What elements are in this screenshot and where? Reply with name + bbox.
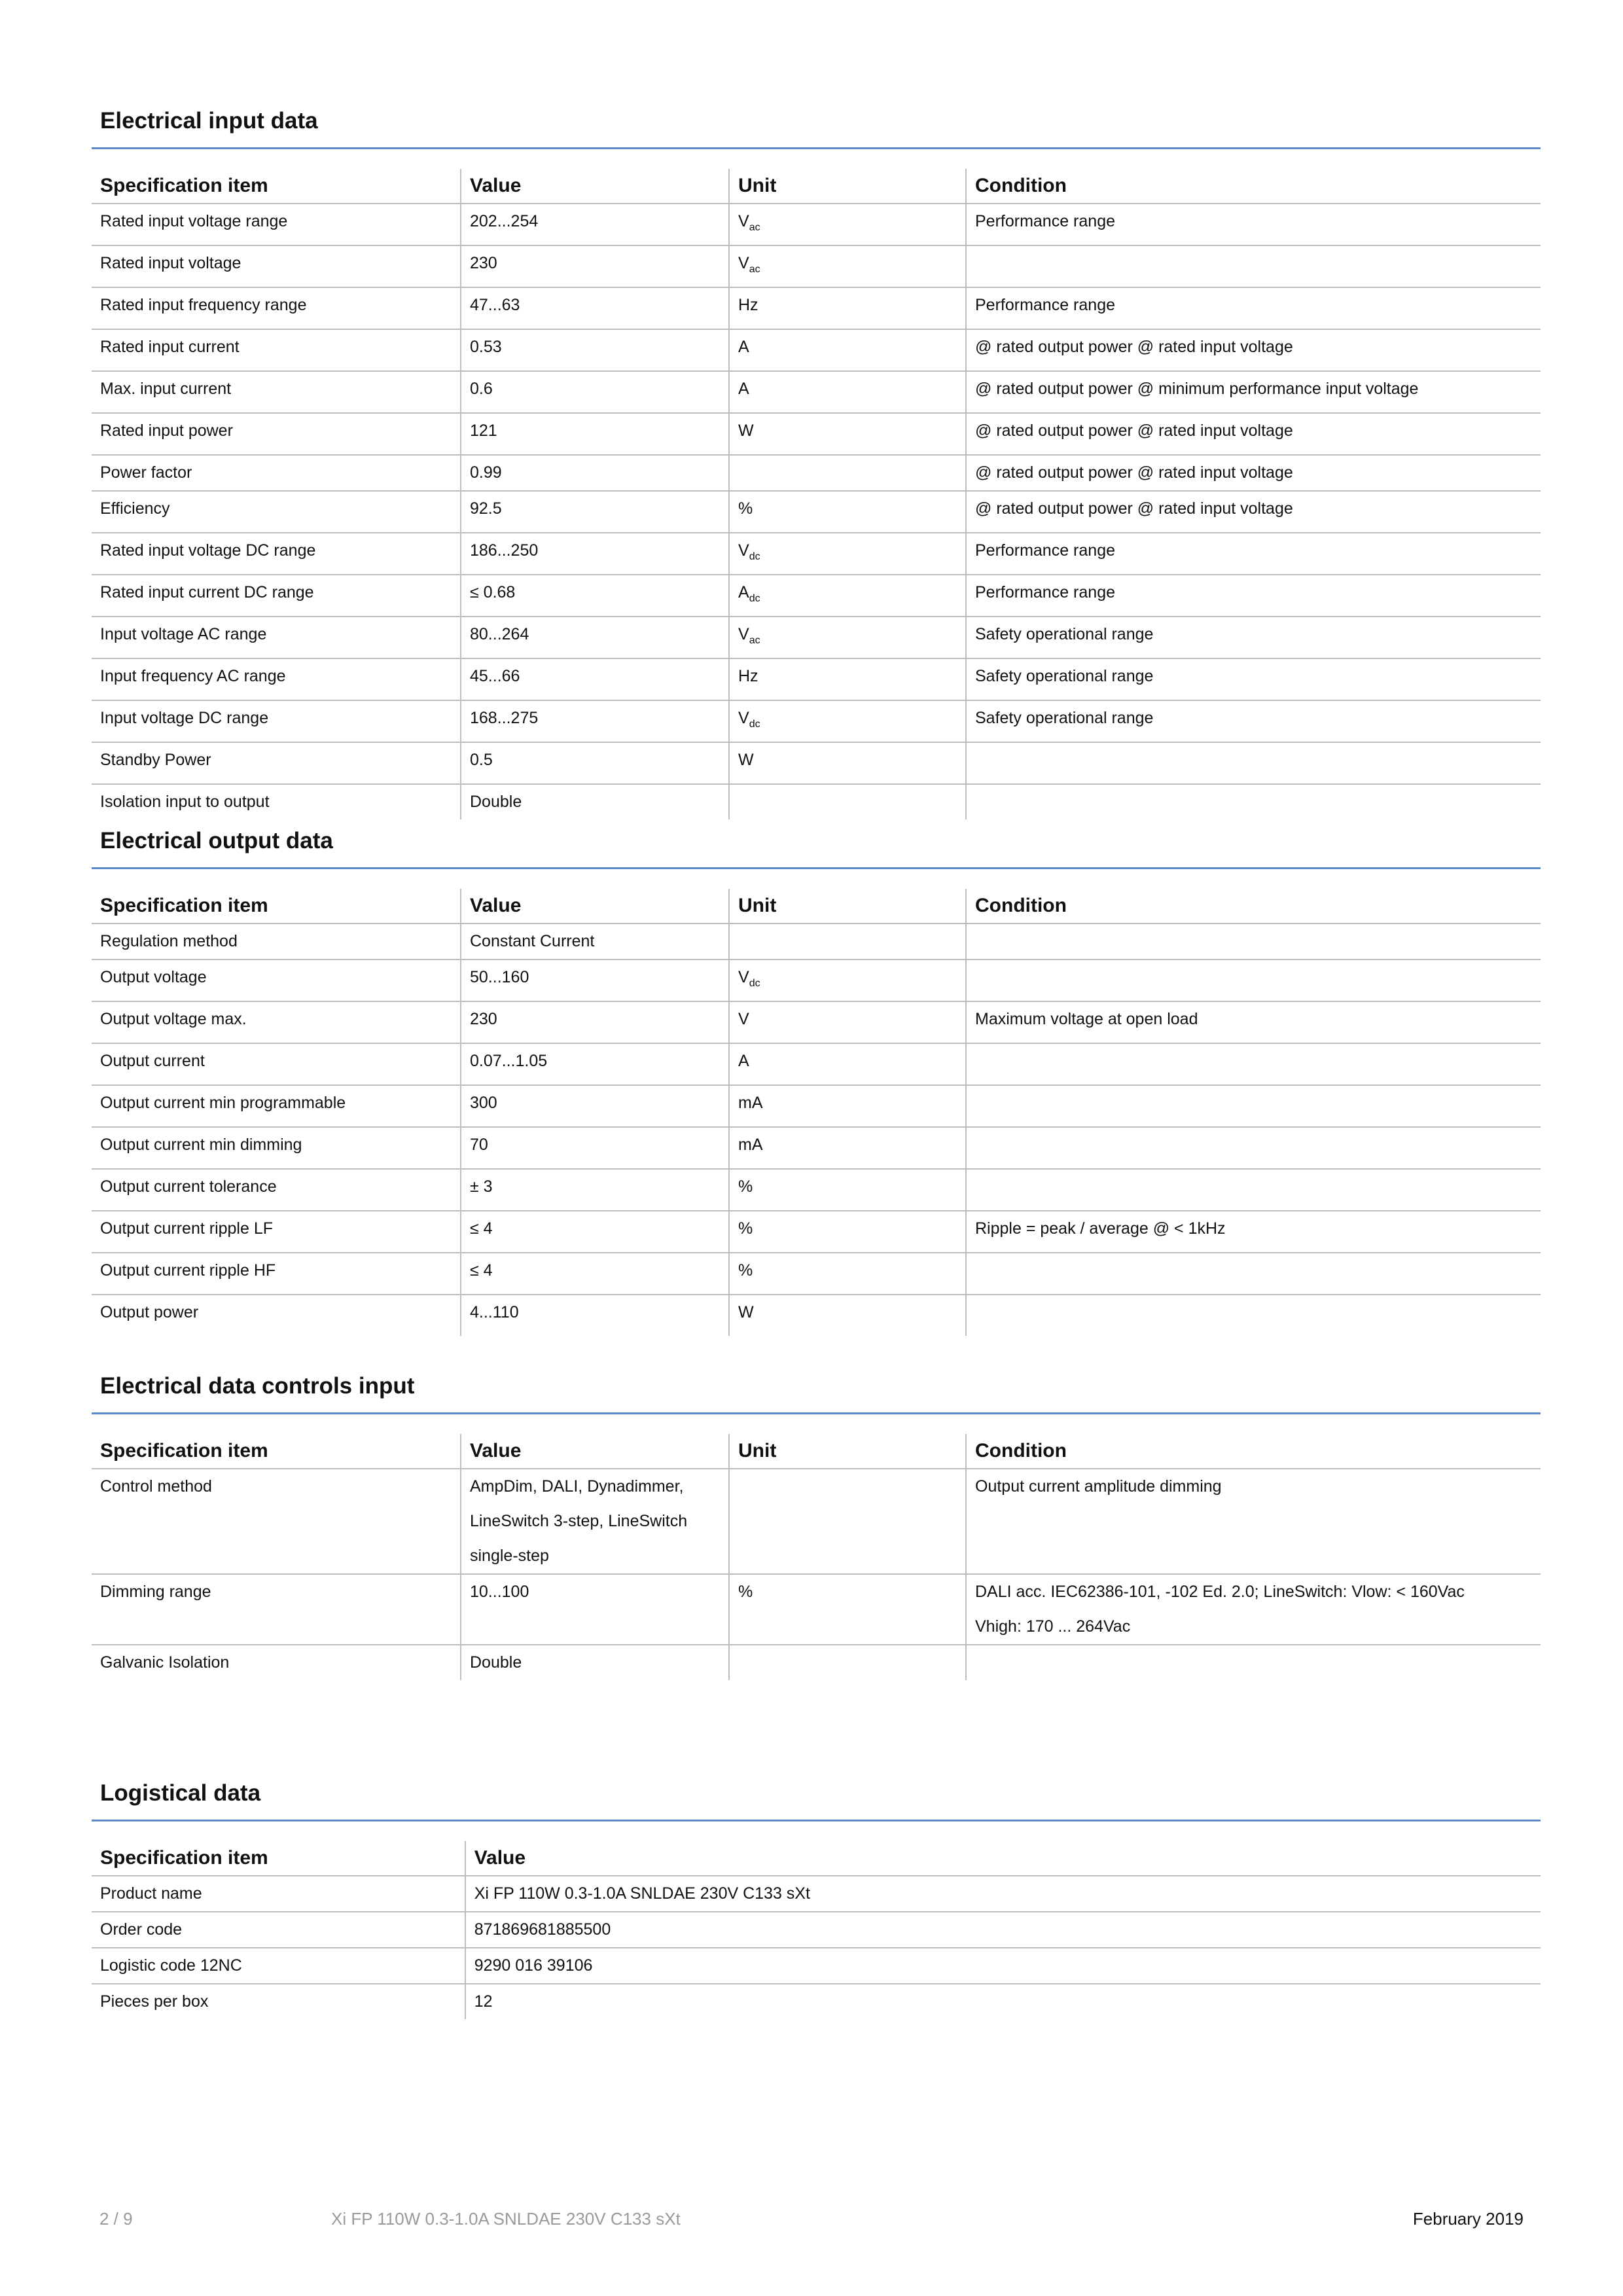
unit-symbol: A: [738, 583, 749, 601]
value-cell: ± 3: [461, 1169, 729, 1211]
spec-item-cell: Galvanic Isolation: [100, 1653, 230, 1672]
table-row: [92, 1912, 1541, 1948]
section-electrical-output: [92, 821, 1541, 1336]
value-cell: 0.07...1.05: [461, 1043, 729, 1085]
unit-symbol: Hz: [738, 296, 758, 314]
spec-item-cell: Rated input current DC range: [92, 575, 461, 617]
section-title: Electrical input data: [100, 108, 318, 134]
spec-item-cell: Efficiency: [92, 491, 461, 533]
unit-symbol: V: [738, 254, 749, 272]
value-cell: 871869681885500: [465, 1912, 1541, 1948]
table-row: [92, 413, 1541, 455]
value-cell: 4...110: [461, 1295, 729, 1336]
condition-cell: [966, 1127, 1541, 1169]
table-header-row: [92, 1434, 1541, 1469]
unit-symbol: V: [738, 541, 749, 560]
spec-item-cell: Output current tolerance: [92, 1169, 461, 1211]
spec-item-cell: Power factor: [92, 455, 461, 491]
table-header-row: [92, 1841, 1541, 1876]
condition-cell: Performance range: [966, 533, 1541, 575]
condition-cell: [966, 960, 1541, 1001]
section-title: Electrical output data: [100, 828, 333, 853]
value-cell: Constant Current: [461, 924, 729, 960]
table-row: [92, 742, 1541, 784]
unit-symbol: V: [738, 212, 749, 230]
spec-table: [92, 1434, 1541, 1680]
column-header: Condition: [966, 169, 1541, 204]
unit-cell: [729, 413, 966, 455]
unit-cell: [729, 1295, 966, 1336]
value-cell: Xi FP 110W 0.3-1.0A SNLDAE 230V C133 sXt: [465, 1876, 1541, 1912]
spec-item-cell: Rated input current: [92, 329, 461, 371]
value-cell: 0.5: [461, 742, 729, 784]
column-header: Specification item: [92, 1434, 461, 1469]
footer-page-number: 2 / 9: [99, 2209, 133, 2229]
unit-cell: [729, 329, 966, 371]
condition-cell: Performance range: [966, 575, 1541, 617]
table-row: [92, 1127, 1541, 1169]
value-cell: ≤ 4: [461, 1211, 729, 1253]
unit-symbol: W: [738, 1303, 754, 1321]
column-header: Condition: [966, 1434, 1541, 1469]
unit-cell: [729, 491, 966, 533]
unit-cell: [729, 1211, 966, 1253]
spec-item-cell: Output current: [92, 1043, 461, 1085]
spec-table: [92, 1841, 1541, 2019]
condition-cell: @ rated output power @ rated input voltage: [966, 491, 1541, 533]
column-header: Value: [461, 169, 729, 204]
spec-table: [92, 889, 1541, 1336]
value-cell: 70: [461, 1127, 729, 1169]
table-row: [92, 287, 1541, 329]
table-row: [92, 245, 1541, 287]
section-electrical-input: [92, 101, 1541, 819]
unit-symbol: %: [738, 1583, 753, 1601]
table-row: [92, 329, 1541, 371]
value-cell: Double: [461, 784, 729, 819]
spec-item-cell: Rated input voltage range: [92, 204, 461, 245]
spec-item-cell: Isolation input to output: [100, 793, 270, 811]
unit-cell: [729, 617, 966, 658]
table-row: [92, 1253, 1541, 1295]
spec-item-cell: Rated input power: [92, 413, 461, 455]
value-cell: 202...254: [461, 204, 729, 245]
value-cell: 45...66: [461, 658, 729, 700]
condition-cell: Safety operational range: [966, 617, 1541, 658]
spec-item-cell: Input voltage AC range: [92, 617, 461, 658]
unit-symbol: %: [738, 1177, 753, 1196]
section-title: Electrical data controls input: [100, 1373, 415, 1399]
unit-cell: [729, 784, 966, 819]
condition-cell: [966, 742, 1541, 784]
unit-symbol: Hz: [738, 667, 758, 685]
spec-item-cell: Output current ripple HF: [92, 1253, 461, 1295]
unit-subscript: dc: [749, 551, 760, 562]
spec-item-cell: Control method: [92, 1469, 461, 1574]
unit-subscript: dc: [749, 719, 760, 730]
table-row: [92, 960, 1541, 1001]
table-row: [92, 1295, 1541, 1336]
unit-cell: [729, 455, 966, 491]
spec-table: [92, 169, 1541, 819]
unit-cell: [729, 1043, 966, 1085]
condition-cell: Output current amplitude dimming: [966, 1469, 1541, 1574]
unit-cell: [729, 287, 966, 329]
spec-item-cell: Rated input voltage: [92, 245, 461, 287]
value-cell: 47...63: [461, 287, 729, 329]
column-header: Unit: [729, 1434, 966, 1469]
table-row: [92, 784, 1541, 819]
value-cell: 121: [461, 413, 729, 455]
unit-cell: [729, 371, 966, 413]
table-row: [92, 491, 1541, 533]
table-row: [92, 1469, 1541, 1574]
condition-cell: [966, 1085, 1541, 1127]
unit-cell: [729, 658, 966, 700]
value-cell: 12: [465, 1984, 1541, 2019]
unit-symbol: W: [738, 751, 754, 769]
column-header: Specification item: [92, 169, 461, 204]
condition-cell: [966, 784, 1541, 819]
condition-cell: [966, 1253, 1541, 1295]
value-cell: AmpDim, DALI, Dynadimmer, LineSwitch 3-step, LineSwitch single-step: [461, 1469, 729, 1574]
unit-cell: [729, 245, 966, 287]
table-row: [92, 617, 1541, 658]
unit-cell: [729, 1127, 966, 1169]
value-cell: 0.6: [461, 371, 729, 413]
condition-cell: Safety operational range: [966, 700, 1541, 742]
unit-cell: [729, 533, 966, 575]
spec-item-cell: Output power: [100, 1303, 199, 1321]
unit-symbol: V: [738, 625, 749, 643]
unit-cell: [729, 1253, 966, 1295]
section-divider: [92, 1412, 1541, 1414]
value-cell: 300: [461, 1085, 729, 1127]
spec-item-cell: Rated input frequency range: [92, 287, 461, 329]
table-row: [92, 1169, 1541, 1211]
unit-cell: [729, 204, 966, 245]
spec-item-cell: Output voltage: [92, 960, 461, 1001]
value-cell: 80...264: [461, 617, 729, 658]
value-cell: 230: [461, 1001, 729, 1043]
spec-item-cell: Order code: [92, 1912, 465, 1948]
condition-cell: [966, 1645, 1541, 1680]
table-row: [92, 533, 1541, 575]
condition-cell: [966, 1169, 1541, 1211]
unit-symbol: mA: [738, 1094, 763, 1112]
table-row: [92, 658, 1541, 700]
footer-date: February 2019: [1412, 2209, 1524, 2229]
condition-cell: @ rated output power @ rated input voltage: [966, 413, 1541, 455]
unit-cell: [729, 960, 966, 1001]
column-header: Specification item: [92, 1841, 465, 1876]
unit-symbol: V: [738, 1010, 749, 1028]
unit-cell: [729, 1085, 966, 1127]
spec-item-cell: Output current min programmable: [92, 1085, 461, 1127]
value-cell: 92.5: [461, 491, 729, 533]
table-header-row: [92, 889, 1541, 924]
section-divider: [92, 867, 1541, 869]
column-header: Value: [461, 889, 729, 924]
section-divider: [92, 1820, 1541, 1821]
condition-cell: Ripple = peak / average @ < 1kHz: [966, 1211, 1541, 1253]
condition-cell: [966, 1295, 1541, 1336]
spec-item-cell: Product name: [92, 1876, 465, 1912]
unit-subscript: dc: [749, 593, 760, 604]
condition-cell: @ rated output power @ rated input voltage: [966, 329, 1541, 371]
spec-item-cell: Regulation method: [92, 924, 461, 960]
spec-item-cell: Output current ripple LF: [92, 1211, 461, 1253]
section-controls-input: [92, 1367, 1541, 1680]
unit-subscript: ac: [749, 635, 760, 646]
unit-cell: [729, 1469, 966, 1574]
unit-cell: [729, 1645, 966, 1680]
spec-item-cell: Logistic code 12NC: [92, 1948, 465, 1984]
condition-cell: Safety operational range: [966, 658, 1541, 700]
unit-cell: [729, 1001, 966, 1043]
column-header: Condition: [966, 889, 1541, 924]
unit-cell: [729, 742, 966, 784]
table-row: [92, 371, 1541, 413]
table-row: [92, 1645, 1541, 1680]
spec-item-cell: Max. input current: [92, 371, 461, 413]
spec-item-cell: Output current min dimming: [92, 1127, 461, 1169]
spec-item-cell: Dimming range: [92, 1574, 461, 1645]
table-row: [92, 1085, 1541, 1127]
table-row: [92, 1984, 1541, 2019]
table-row: [92, 1876, 1541, 1912]
unit-symbol: %: [738, 499, 753, 518]
column-header: Specification item: [92, 889, 461, 924]
table-row: [92, 1043, 1541, 1085]
spec-item-cell: Output voltage max.: [92, 1001, 461, 1043]
unit-symbol: A: [738, 1052, 749, 1070]
value-cell: ≤ 0.68: [461, 575, 729, 617]
condition-cell: [966, 1043, 1541, 1085]
value-cell: 9290 016 39106: [465, 1948, 1541, 1984]
spec-item-cell: Standby Power: [92, 742, 461, 784]
value-cell: ≤ 4: [461, 1253, 729, 1295]
value-cell: Double: [461, 1645, 729, 1680]
section-title: Logistical data: [100, 1780, 261, 1806]
condition-cell: DALI acc. IEC62386-101, -102 Ed. 2.0; LineSwitch: Vlow: < 160Vac Vhigh: 170 ... 264Vac: [966, 1574, 1541, 1645]
condition-cell: [966, 245, 1541, 287]
table-row: [92, 1211, 1541, 1253]
table-row: [92, 204, 1541, 245]
unit-symbol: A: [738, 380, 749, 398]
column-header: Unit: [729, 169, 966, 204]
value-cell: 0.99: [461, 455, 729, 491]
unit-cell: [729, 1574, 966, 1645]
unit-symbol: W: [738, 422, 754, 440]
value-cell: 230: [461, 245, 729, 287]
value-cell: 50...160: [461, 960, 729, 1001]
table-row: [92, 700, 1541, 742]
table-row: [92, 1948, 1541, 1984]
spec-item-cell: Rated input voltage DC range: [92, 533, 461, 575]
value-cell: 0.53: [461, 329, 729, 371]
table-row: [92, 924, 1541, 960]
value-cell: 168...275: [461, 700, 729, 742]
value-cell: 186...250: [461, 533, 729, 575]
table-header-row: [92, 169, 1541, 204]
column-header: Value: [465, 1841, 1541, 1876]
unit-subscript: ac: [749, 264, 760, 275]
unit-symbol: V: [738, 968, 749, 986]
table-row: [92, 1574, 1541, 1645]
spec-item-cell: Input frequency AC range: [92, 658, 461, 700]
condition-cell: Maximum voltage at open load: [966, 1001, 1541, 1043]
condition-cell: @ rated output power @ rated input voltage: [966, 455, 1541, 491]
value-cell: 10...100: [461, 1574, 729, 1645]
condition-cell: Performance range: [966, 204, 1541, 245]
unit-symbol: V: [738, 709, 749, 727]
table-row: [92, 575, 1541, 617]
spec-item-cell: Input voltage DC range: [92, 700, 461, 742]
section-divider: [92, 147, 1541, 149]
spec-item-cell: Pieces per box: [100, 1992, 209, 2011]
unit-subscript: ac: [749, 222, 760, 233]
condition-cell: @ rated output power @ minimum performance input voltage: [966, 371, 1541, 413]
unit-subscript: dc: [749, 978, 760, 989]
condition-cell: Performance range: [966, 287, 1541, 329]
section-logistical: [92, 1774, 1541, 2019]
unit-cell: [729, 575, 966, 617]
column-header: Value: [461, 1434, 729, 1469]
unit-cell: [729, 1169, 966, 1211]
unit-symbol: A: [738, 338, 749, 356]
unit-cell: [729, 924, 966, 960]
unit-symbol: mA: [738, 1136, 763, 1154]
table-row: [92, 1001, 1541, 1043]
unit-symbol: %: [738, 1219, 753, 1238]
footer-document-title: Xi FP 110W 0.3-1.0A SNLDAE 230V C133 sXt: [331, 2209, 681, 2229]
table-row: [92, 455, 1541, 491]
column-header: Unit: [729, 889, 966, 924]
unit-symbol: %: [738, 1261, 753, 1280]
unit-cell: [729, 700, 966, 742]
condition-cell: [966, 924, 1541, 960]
